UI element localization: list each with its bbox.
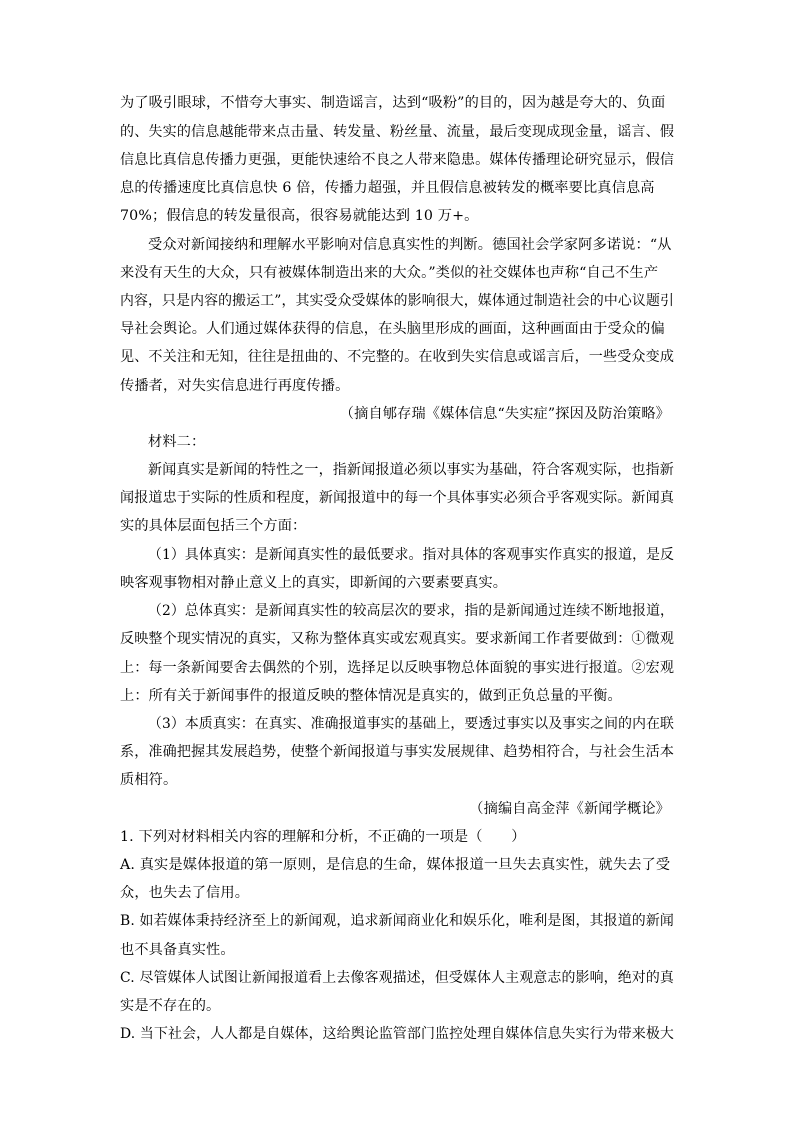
option-a: A. 真实是媒体报道的第一原则，是信息的生命，媒体报道一旦失去真实性，就失去了受 — [120, 857, 671, 873]
option-a: 众，也失去了信用。 — [120, 885, 250, 901]
paragraph-3-line: 闻报道忠于实际的性质和程度，新闻报道中的每一个具体事实必须合乎客观实际。新闻真 — [120, 490, 675, 506]
paragraph-1-line: 息的传播速度比真信息快 6 倍，传播力超强，并且假信息被转发的概率要比真信息高 — [120, 180, 655, 196]
point-2-line: 上：每一条新闻要舍去偶然的个别，选择足以反映事物总体面貌的事实进行报道。②宏观 — [120, 660, 675, 676]
point-2-line: （2）总体真实：是新闻真实性的较高层次的要求，指的是新闻通过连续不断地报道， — [148, 603, 675, 619]
point-1-line: 映客观事物相对静止意义上的真实，即新闻的六要素要真实。 — [120, 575, 508, 591]
point-3-line: （3）本质真实：在真实、准确报道事实的基础上，要透过事实以及事实之间的内在联 — [148, 716, 675, 732]
option-d: D. 当下社会，人人都是自媒体，这给舆论监管部门监控处理自媒体信息失实行为带来极大 — [120, 1026, 674, 1042]
paragraph-2-line: 受众对新闻接纳和理解水平影响对信息真实性的判断。德国社会学家阿多诺说：“从 — [148, 237, 672, 253]
option-c: 实是不存在的。 — [120, 998, 221, 1014]
paragraph-1-line: 为了吸引眼球，不惜夸大事实、制造谣言，达到“吸粉”的目的，因为越是夸大的、负面 — [120, 95, 666, 111]
paragraph-2-line: 来没有天生的大众，只有被媒体制造出来的大众。”类似的社交媒体也声称“自己不生产 — [120, 265, 659, 281]
paragraph-3-line: 实的具体层面包括三个方面： — [120, 518, 307, 534]
point-2-line: 反映整个现实情况的真实，又称为整体真实或宏观真实。要求新闻工作者要做到：①微观 — [120, 631, 675, 647]
paragraph-2-line: 见、不关注和无知，往往是扭曲的、不完整的。在收到失实信息或谣言后，一些受众变成 — [120, 349, 675, 365]
paragraph-3-line: 新闻真实是新闻的特性之一，指新闻报道必须以事实为基础，符合客观实际，也指新 — [148, 462, 674, 478]
paragraph-2-line: 传播者，对失实信息进行再度传播。 — [120, 378, 350, 394]
paragraph-1-line: 的、失实的信息越能带来点击量、转发量、粉丝量、流量，最后变现成现金量，谣言、假 — [120, 124, 675, 140]
option-b: 也不具备真实性。 — [120, 942, 235, 958]
material-2-heading: 材料二： — [148, 434, 206, 450]
paragraph-1-line: 信息比真信息传播力更强，更能快速给不良之人带来隐患。媒体传播理论研究显示，假信 — [120, 152, 675, 168]
source-citation: （摘编自高金萍《新闻学概论》 — [469, 801, 670, 817]
source-citation: （摘自郇存瑞《媒体信息“失实症”探因及防治策略》 — [339, 406, 670, 422]
question-stem: 1. 下列对材料相关内容的理解和分析，不正确的一项是（ ） — [120, 829, 526, 845]
paragraph-1-line: 70%；假信息的转发量很高，很容易就能达到 10 万+。 — [120, 208, 479, 224]
option-b: B. 如若媒体秉持经济至上的新闻观，追求新闻商业化和娱乐化，唯利是图，其报道的新闻 — [120, 913, 675, 929]
point-2-line: 上：所有关于新闻事件的报道反映的整体情况是真实的，做到正负总量的平衡。 — [120, 688, 622, 704]
paragraph-2-line: 内容，只是内容的搬运工”，其实受众受媒体的影响很大，媒体通过制造社会的中心议题引 — [120, 293, 675, 309]
point-3-line: 质相符。 — [120, 772, 178, 788]
point-3-line: 系，准确把握其发展趋势，使整个新闻报道与事实发展规律、趋势相符合，与社会生活本 — [120, 744, 675, 760]
point-1-line: （1）具体真实：是新闻真实性的最低要求。指对具体的客观事实作真实的报道，是反 — [148, 547, 675, 563]
paragraph-2-line: 导社会舆论。人们通过媒体获得的信息，在头脑里形成的画面，这种画面由于受众的偏 — [120, 321, 665, 337]
option-c: C. 尽管媒体人试图让新闻报道看上去像客观描述，但受媒体人主观意志的影响，绝对的真 — [120, 970, 674, 986]
